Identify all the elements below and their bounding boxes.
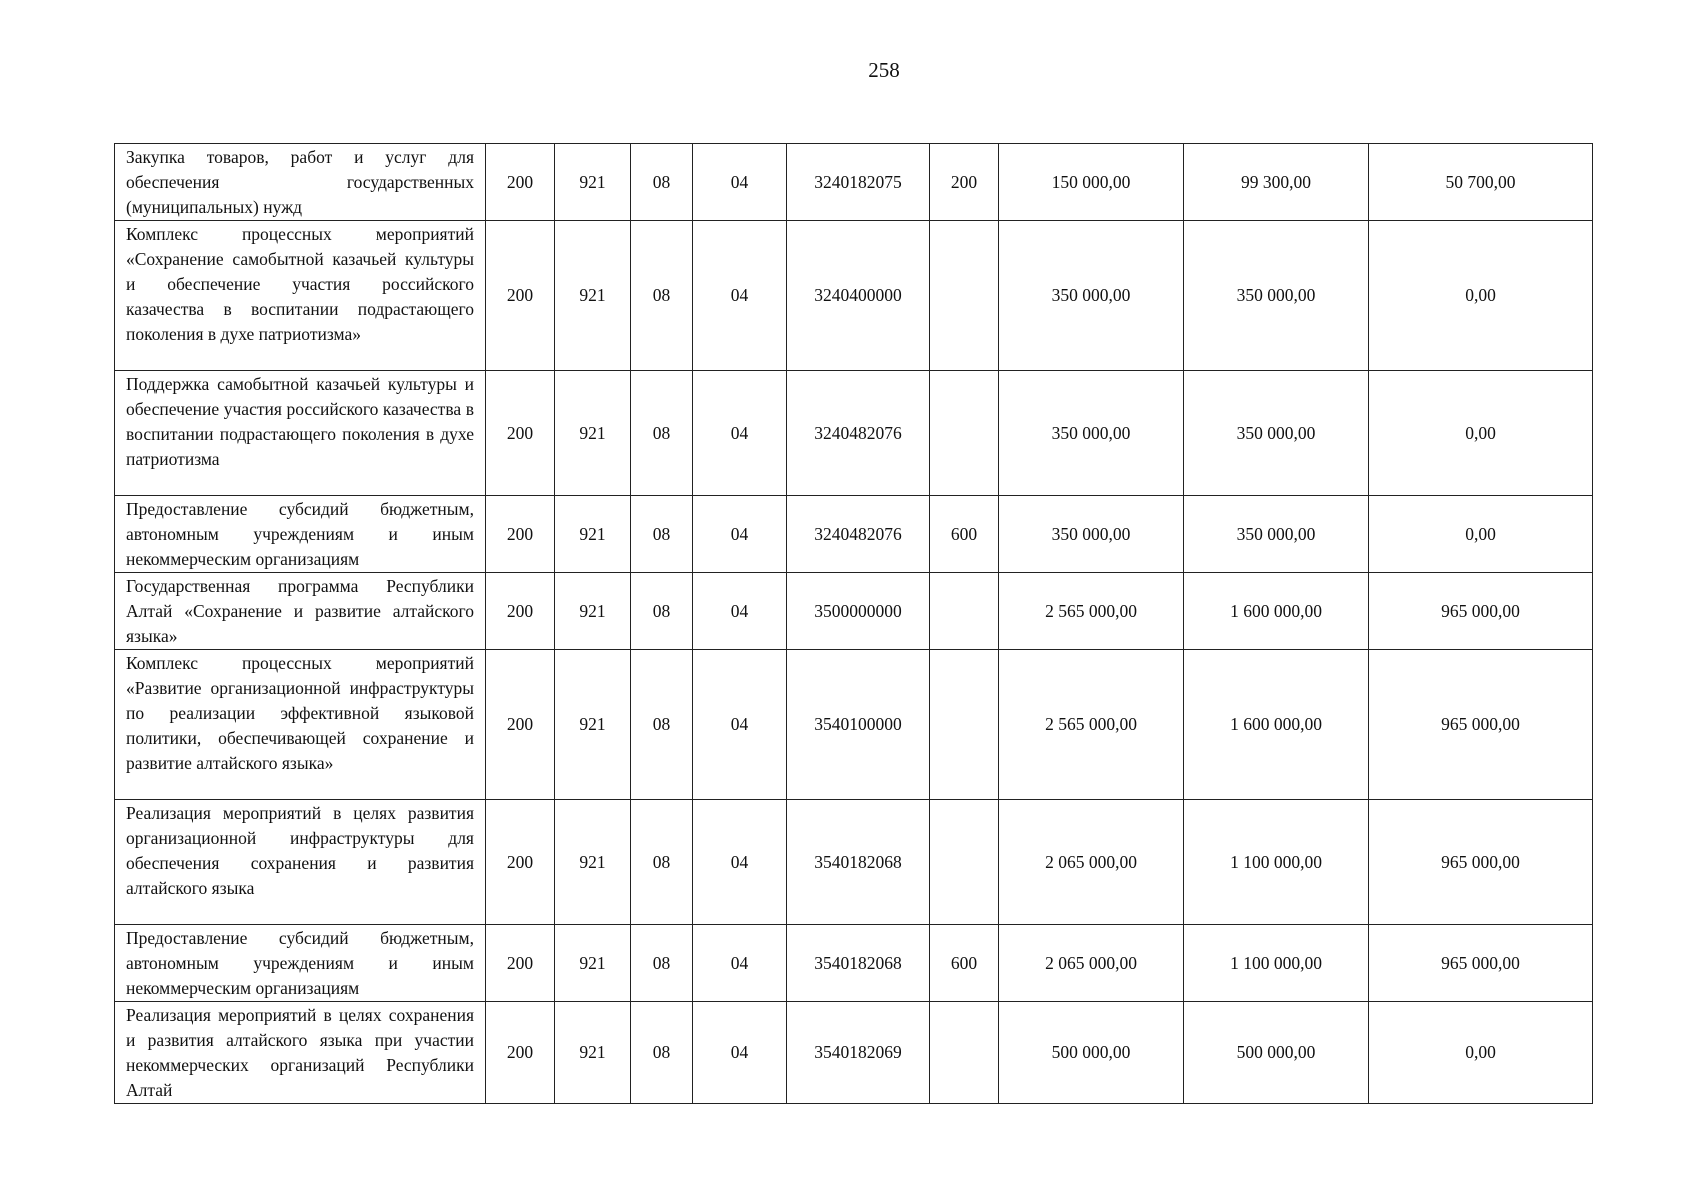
cell-col8: 500 000,00 bbox=[1184, 1002, 1369, 1104]
cell-col4: 04 bbox=[693, 650, 787, 800]
cell-col7: 2 065 000,00 bbox=[999, 800, 1184, 925]
cell-col2: 921 bbox=[555, 925, 631, 1002]
table-row bbox=[115, 371, 1593, 496]
cell-col3: 08 bbox=[631, 650, 693, 800]
cell-col8: 1 600 000,00 bbox=[1184, 573, 1369, 650]
row-name: Поддержка самобытной казачьей культуры и обеспечение участия российского казачества в воспитании подрастающего поколения в духе патриотизма bbox=[115, 371, 486, 496]
cell-col8: 350 000,00 bbox=[1184, 496, 1369, 573]
cell-col7: 350 000,00 bbox=[999, 496, 1184, 573]
cell-col1: 200 bbox=[486, 1002, 555, 1104]
cell-col7: 2 565 000,00 bbox=[999, 650, 1184, 800]
cell-col6 bbox=[930, 371, 999, 496]
cell-col6 bbox=[930, 650, 999, 800]
cell-col6 bbox=[930, 1002, 999, 1104]
table-row bbox=[115, 573, 1593, 650]
row-name: Закупка товаров, работ и услуг для обеспечения государственных (муниципальных) нужд bbox=[115, 144, 486, 221]
cell-col8: 350 000,00 bbox=[1184, 221, 1369, 371]
cell-col1: 200 bbox=[486, 221, 555, 371]
cell-col2: 921 bbox=[555, 800, 631, 925]
cell-col9: 50 700,00 bbox=[1369, 144, 1593, 221]
row-name: Предоставление субсидий бюджетным, автономным учреждениям и иным некоммерческим организациям bbox=[115, 496, 486, 573]
cell-col3: 08 bbox=[631, 496, 693, 573]
cell-col3: 08 bbox=[631, 221, 693, 371]
row-name: Реализация мероприятий в целях развития организационной инфраструктуры для обеспечения сохранения и развития алтайского языка bbox=[115, 800, 486, 925]
table-row bbox=[115, 925, 1593, 1002]
row-name: Комплекс процессных мероприятий «Сохранение самобытной казачьей культуры и обеспечение участия российского казачества в воспитании подрастающего поколения в духе патриотизма» bbox=[115, 221, 486, 371]
cell-col2: 921 bbox=[555, 144, 631, 221]
cell-col9: 0,00 bbox=[1369, 496, 1593, 573]
page-number: 258 bbox=[868, 58, 900, 82]
cell-col5: 3240482076 bbox=[787, 496, 930, 573]
cell-col2: 921 bbox=[555, 221, 631, 371]
cell-col7: 350 000,00 bbox=[999, 221, 1184, 371]
cell-col3: 08 bbox=[631, 371, 693, 496]
cell-col7: 350 000,00 bbox=[999, 371, 1184, 496]
cell-col4: 04 bbox=[693, 496, 787, 573]
table-row bbox=[115, 800, 1593, 925]
cell-col6: 200 bbox=[930, 144, 999, 221]
cell-col1: 200 bbox=[486, 573, 555, 650]
cell-col6: 600 bbox=[930, 925, 999, 1002]
row-name: Комплекс процессных мероприятий «Развитие организационной инфраструктуры по реализации эффективной языковой политики, обеспечивающей сохранение и развитие алтайского языка» bbox=[115, 650, 486, 800]
cell-col5: 3540182068 bbox=[787, 800, 930, 925]
table-row bbox=[115, 1002, 1593, 1104]
row-name: Реализация мероприятий в целях сохранения и развития алтайского языка при участии некоммерческих организаций Республики Алтай bbox=[115, 1002, 486, 1104]
cell-col4: 04 bbox=[693, 925, 787, 1002]
cell-col8: 99 300,00 bbox=[1184, 144, 1369, 221]
cell-col6 bbox=[930, 221, 999, 371]
cell-col5: 3500000000 bbox=[787, 573, 930, 650]
cell-col4: 04 bbox=[693, 573, 787, 650]
cell-col8: 1 100 000,00 bbox=[1184, 925, 1369, 1002]
cell-col9: 965 000,00 bbox=[1369, 800, 1593, 925]
cell-col4: 04 bbox=[693, 144, 787, 221]
table-row bbox=[115, 496, 1593, 573]
cell-col2: 921 bbox=[555, 496, 631, 573]
cell-col8: 1 100 000,00 bbox=[1184, 800, 1369, 925]
table-row bbox=[115, 650, 1593, 800]
cell-col2: 921 bbox=[555, 573, 631, 650]
table-row bbox=[115, 144, 1593, 221]
cell-col6: 600 bbox=[930, 496, 999, 573]
cell-col5: 3240182075 bbox=[787, 144, 930, 221]
cell-col2: 921 bbox=[555, 371, 631, 496]
cell-col3: 08 bbox=[631, 925, 693, 1002]
cell-col2: 921 bbox=[555, 650, 631, 800]
cell-col5: 3540100000 bbox=[787, 650, 930, 800]
cell-col9: 0,00 bbox=[1369, 371, 1593, 496]
cell-col9: 965 000,00 bbox=[1369, 650, 1593, 800]
cell-col1: 200 bbox=[486, 144, 555, 221]
cell-col7: 500 000,00 bbox=[999, 1002, 1184, 1104]
cell-col4: 04 bbox=[693, 221, 787, 371]
cell-col1: 200 bbox=[486, 925, 555, 1002]
row-name: Предоставление субсидий бюджетным, автономным учреждениям и иным некоммерческим организациям bbox=[115, 925, 486, 1002]
cell-col5: 3540182069 bbox=[787, 1002, 930, 1104]
cell-col9: 965 000,00 bbox=[1369, 573, 1593, 650]
cell-col9: 965 000,00 bbox=[1369, 925, 1593, 1002]
cell-col6 bbox=[930, 573, 999, 650]
cell-col2: 921 bbox=[555, 1002, 631, 1104]
cell-col1: 200 bbox=[486, 371, 555, 496]
cell-col1: 200 bbox=[486, 650, 555, 800]
cell-col4: 04 bbox=[693, 1002, 787, 1104]
cell-col5: 3240400000 bbox=[787, 221, 930, 371]
cell-col1: 200 bbox=[486, 800, 555, 925]
cell-col4: 04 bbox=[693, 371, 787, 496]
cell-col3: 08 bbox=[631, 144, 693, 221]
table-row bbox=[115, 221, 1593, 371]
cell-col8: 350 000,00 bbox=[1184, 371, 1369, 496]
row-name: Государственная программа Республики Алтай «Сохранение и развитие алтайского языка» bbox=[115, 573, 486, 650]
cell-col7: 150 000,00 bbox=[999, 144, 1184, 221]
cell-col3: 08 bbox=[631, 800, 693, 925]
cell-col3: 08 bbox=[631, 573, 693, 650]
cell-col9: 0,00 bbox=[1369, 221, 1593, 371]
cell-col5: 3540182068 bbox=[787, 925, 930, 1002]
cell-col4: 04 bbox=[693, 800, 787, 925]
cell-col5: 3240482076 bbox=[787, 371, 930, 496]
cell-col7: 2 065 000,00 bbox=[999, 925, 1184, 1002]
cell-col1: 200 bbox=[486, 496, 555, 573]
cell-col3: 08 bbox=[631, 1002, 693, 1104]
cell-col7: 2 565 000,00 bbox=[999, 573, 1184, 650]
cell-col9: 0,00 bbox=[1369, 1002, 1593, 1104]
cell-col8: 1 600 000,00 bbox=[1184, 650, 1369, 800]
cell-col6 bbox=[930, 800, 999, 925]
budget-table bbox=[114, 143, 1593, 1104]
